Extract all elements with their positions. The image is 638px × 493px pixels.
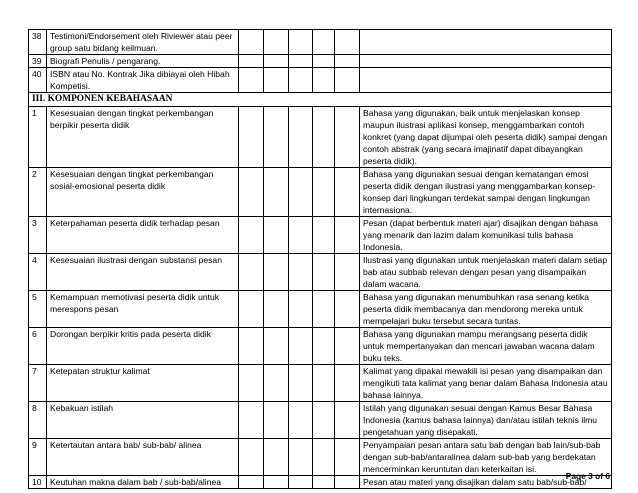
score-cell[interactable] [264, 328, 289, 365]
score-cell[interactable] [239, 365, 264, 402]
table-row [29, 439, 612, 476]
score-cell[interactable] [239, 30, 264, 55]
score-cell[interactable] [335, 402, 360, 439]
score-cell[interactable] [239, 107, 264, 168]
score-cell[interactable] [264, 439, 289, 476]
score-cell[interactable] [264, 365, 289, 402]
description-cell: Ilustrasi yang digunakan untuk menjelaskan materi dalam setiap bab atau subbab relevan dengan pesan yang disampaikan dalam wacana. [360, 254, 612, 291]
table-row [29, 217, 612, 254]
description-cell: Bahasa yang digunakan sesuai dengan kematangan emosi peserta didik dengan ilustrasi yang menggambarkan konsep-konsep dari lingkungan terdekat sampai dengan lingkungan internasiona. [360, 168, 612, 217]
table-row [29, 107, 612, 168]
score-cell[interactable] [335, 217, 360, 254]
score-cell[interactable] [239, 476, 264, 489]
section-title: III. KOMPONEN KEBAHASAAN [29, 93, 612, 107]
table-row [29, 291, 612, 328]
score-cell[interactable] [335, 254, 360, 291]
score-cell[interactable] [335, 68, 360, 93]
table-row [29, 254, 612, 291]
criteria-cell: Keutuhan makna dalam bab / sub-bab/alinea [47, 476, 239, 489]
table-row [29, 55, 612, 68]
criteria-cell: Kebakuan istilah [47, 402, 239, 439]
score-cell[interactable] [313, 439, 335, 476]
criteria-cell: Kesesuaian ilustrasi dengan substansi pesan [47, 254, 239, 291]
score-cell[interactable] [313, 476, 335, 489]
score-cell[interactable] [335, 328, 360, 365]
score-cell[interactable] [289, 30, 313, 55]
table-row [29, 328, 612, 365]
row-number: 10 [29, 476, 47, 489]
criteria-cell: Kesesuaian dengan tingkat perkembangan berpikir peserta didik [47, 107, 239, 168]
score-cell[interactable] [289, 168, 313, 217]
table-row [29, 365, 612, 402]
row-number: 38 [29, 30, 47, 55]
score-cell[interactable] [335, 291, 360, 328]
page-number: Page 3 of 6 [565, 471, 610, 481]
description-cell: Penyampaian pesan antara satu bab dengan bab lain/sub-bab dengan sub-bab/antaralinea dalam sub-bab yang berdekatan mencerminkan keruntutan dan keterkaitan isi. [360, 439, 612, 476]
score-cell[interactable] [313, 30, 335, 55]
criteria-cell: Dorongan berpikir kritis pada peserta didik [47, 328, 239, 365]
score-cell[interactable] [289, 439, 313, 476]
score-cell[interactable] [264, 68, 289, 93]
score-cell[interactable] [335, 168, 360, 217]
score-cell[interactable] [239, 328, 264, 365]
score-cell[interactable] [335, 55, 360, 68]
description-cell: Pesan atau materi yang disajikan dalam satu bab/sub-bab/ [360, 476, 612, 489]
criteria-cell: Biografi Penulis / pengarang. [47, 55, 239, 68]
row-number: 1 [29, 107, 47, 168]
score-cell[interactable] [289, 402, 313, 439]
row-number: 2 [29, 168, 47, 217]
score-cell[interactable] [264, 291, 289, 328]
score-cell[interactable] [289, 68, 313, 93]
row-number: 3 [29, 217, 47, 254]
criteria-cell: Ketertautan antara bab/ sub-bab/ alinea [47, 439, 239, 476]
row-number: 4 [29, 254, 47, 291]
score-cell[interactable] [289, 365, 313, 402]
criteria-cell: Ketepatan struktur kalimat [47, 365, 239, 402]
score-cell[interactable] [239, 291, 264, 328]
section-header-row [29, 93, 612, 107]
score-cell[interactable] [313, 254, 335, 291]
row-number: 8 [29, 402, 47, 439]
score-cell[interactable] [289, 476, 313, 489]
score-cell[interactable] [239, 402, 264, 439]
table-row [29, 68, 612, 93]
description-cell: Bahasa yang digunakan mampu merangsang peserta didik untuk mempertanyakan dan mencari jawaban wacana dalam buku teks. [360, 328, 612, 365]
score-cell[interactable] [335, 439, 360, 476]
table-body [29, 30, 612, 489]
description-cell: Istilah yang digunakan sesuai dengan Kamus Besar Bahasa Indonesia (kamus bahasa lainnya) dan/atau istilah teknis ilmu pengetahuan yang disepakati. [360, 402, 612, 439]
criteria-cell: Testimoni/Endorsement oleh Riviewer atau peer group satu bidang keilmuan. [47, 30, 239, 55]
score-cell[interactable] [289, 254, 313, 291]
criteria-cell: Kemampuan memotivasi peserta didik untuk merespons pesan [47, 291, 239, 328]
score-cell[interactable] [264, 402, 289, 439]
score-cell[interactable] [313, 68, 335, 93]
row-number: 6 [29, 328, 47, 365]
score-cell[interactable] [264, 168, 289, 217]
score-cell[interactable] [264, 254, 289, 291]
description-cell [360, 68, 612, 93]
description-cell [360, 55, 612, 68]
score-cell[interactable] [264, 55, 289, 68]
score-cell[interactable] [313, 217, 335, 254]
row-number: 5 [29, 291, 47, 328]
score-cell[interactable] [313, 291, 335, 328]
score-cell[interactable] [264, 217, 289, 254]
score-cell[interactable] [289, 328, 313, 365]
description-cell: Pesan (dapat berbentuk materi ajar) disajikan dengan bahasa yang menarik dan lazim dalam komunikasi tulis bahasa Indonesia. [360, 217, 612, 254]
score-cell[interactable] [239, 168, 264, 217]
score-cell[interactable] [313, 328, 335, 365]
table-row [29, 476, 612, 489]
score-cell[interactable] [264, 107, 289, 168]
criteria-cell: Kesesuaian dengan tingkat perkembangan sosial-emosional peserta didik [47, 168, 239, 217]
criteria-cell: ISBN atau No. Kontrak Jika dibiayai oleh Hibah Kompetisi. [47, 68, 239, 93]
score-cell[interactable] [264, 476, 289, 489]
evaluation-table [28, 29, 612, 489]
table-row [29, 168, 612, 217]
table-row [29, 30, 612, 55]
score-cell[interactable] [313, 168, 335, 217]
criteria-cell: Keterpahaman peserta didik terhadap pesan [47, 217, 239, 254]
score-cell[interactable] [335, 107, 360, 168]
score-cell[interactable] [239, 55, 264, 68]
score-cell[interactable] [289, 107, 313, 168]
score-cell[interactable] [289, 55, 313, 68]
row-number: 9 [29, 439, 47, 476]
score-cell[interactable] [239, 68, 264, 93]
score-cell[interactable] [239, 217, 264, 254]
score-cell[interactable] [313, 402, 335, 439]
score-cell[interactable] [239, 439, 264, 476]
description-cell: Bahasa yang digunakan, baik untuk menjelaskan konsep maupun ilustrasi aplikasi konsep, menggambarkan contoh konkret (yang dapat dijumpai oleh peserta didik) sampai dengan contoh abstrak (yang secara imajinatif dapat dibayangkan peserta didik). [360, 107, 612, 168]
score-cell[interactable] [313, 365, 335, 402]
score-cell[interactable] [335, 30, 360, 55]
score-cell[interactable] [335, 476, 360, 489]
row-number: 40 [29, 68, 47, 93]
row-number: 39 [29, 55, 47, 68]
score-cell[interactable] [313, 55, 335, 68]
score-cell[interactable] [264, 30, 289, 55]
description-cell [360, 30, 612, 55]
description-cell: Bahasa yang digunakan menumbuhkan rasa senang ketika peserta didik membacanya dan mendorong mereka untuk mempelajari buku tersebut secara tuntas. [360, 291, 612, 328]
score-cell[interactable] [289, 291, 313, 328]
table-row [29, 402, 612, 439]
score-cell[interactable] [239, 254, 264, 291]
score-cell[interactable] [289, 217, 313, 254]
score-cell[interactable] [313, 107, 335, 168]
row-number: 7 [29, 365, 47, 402]
description-cell: Kalimat yang dipakai mewakili isi pesan yang disampaikan dan mengikuti tata kalimat yang benar dalam Bahasa Indonesia atau bahasa lainnya. [360, 365, 612, 402]
score-cell[interactable] [335, 365, 360, 402]
